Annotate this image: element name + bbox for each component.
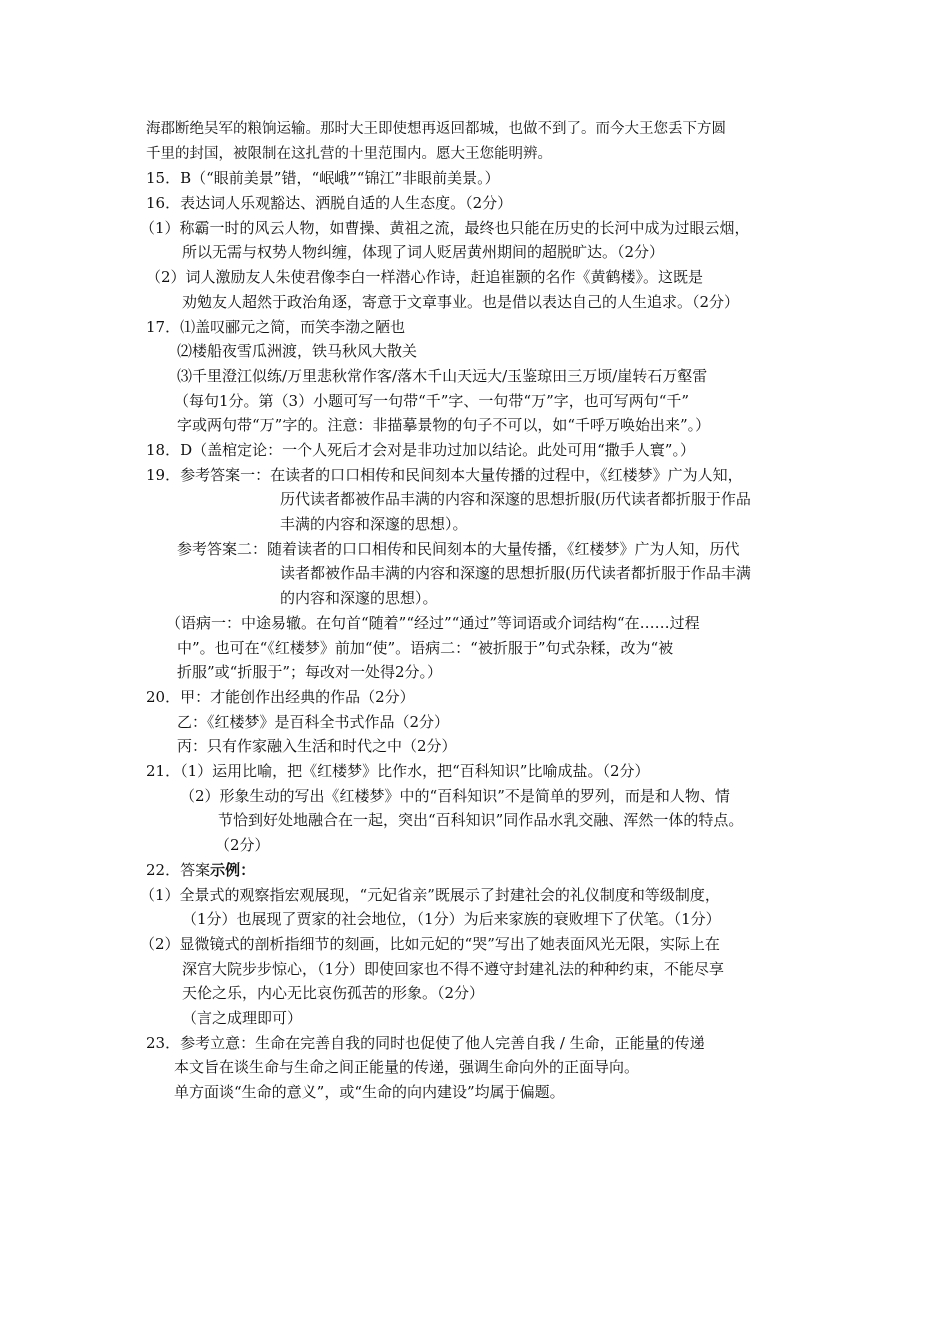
answer-20: 20．甲：才能创作出经典的作品（2分） bbox=[146, 688, 415, 706]
text-line: 本文旨在谈生命与生命之间正能量的传递，强调生命向外的正面导向。 bbox=[174, 1058, 640, 1076]
text-line: 所以无需与权势人物纠缠，体现了词人贬居黄州期间的超脱旷达。（2分） bbox=[182, 243, 665, 261]
text-line: 的内容和深邃的思想）。 bbox=[280, 589, 438, 607]
text-line: 丰满的内容和深邃的思想）。 bbox=[280, 515, 468, 533]
text-line: （言之成理即可） bbox=[182, 1009, 303, 1027]
text-line: （1）称霸一时的风云人物，如曹操、黄祖之流，最终也只能在历史的长河中成为过眼云烟， bbox=[140, 219, 750, 237]
text-line: 历代读者都被作品丰满的内容和深邃的思想折服(历代读者都折服于作品 bbox=[280, 490, 751, 508]
text-line: 折服”或“折服于”；每改对一处得2分。） bbox=[177, 663, 443, 681]
text-line: （每句1分。第（3）小题可写一句带“千”字、一句带“万”字，也可写两句“千” bbox=[174, 392, 690, 410]
text-line: 字或两句带“万”字的。注意：非描摹景物的句子不可以，如“千呼万唤始出来”。） bbox=[177, 416, 711, 434]
text-line: （2）显微镜式的剖析指细节的刻画，比如元妃的“哭”写出了她表面风光无限，实际上在 bbox=[140, 935, 720, 953]
text-line: 节恰到好处地融合在一起，突出“百科知识”同作品水乳交融、浑然一体的特点。 bbox=[218, 811, 744, 829]
text-line: （语病一：中途易辙。在句首“随着”“经过”“通过”等词语或介词结构“在……过程 bbox=[166, 614, 700, 632]
text-line: 中”。也可在“《红楼梦》前加“使”。语病二：“被折服于”句式杂糅，改为“被 bbox=[177, 639, 674, 657]
answer-23: 23．参考立意：生命在完善自我的同时也促使了他人完善自我 / 生命，正能量的传递 bbox=[146, 1034, 705, 1052]
answer-18: 18．D（盖棺定论：一个人死后才会对是非功过加以结论。此处可用“撒手人寰”。） bbox=[146, 441, 695, 459]
text-line: ⑶千里澄江似练/万里悲秋常作客/落木千山天远大/玉鉴琼田三万顷/崖转石万壑雷 bbox=[177, 367, 708, 385]
text-line: 单方面谈“生命的意义”，或“生命的向内建设”均属于偏题。 bbox=[174, 1083, 565, 1101]
answer-15: 15．B（“眼前美景”错，“岷峨”“锦江”非眼前美景。） bbox=[146, 169, 500, 187]
text-line: 丙：只有作家融入生活和时代之中（2分） bbox=[177, 737, 457, 755]
text-line: （2）形象生动的写出《红楼梦》中的“百科知识”不是简单的罗列，而是和人物、情 bbox=[180, 787, 730, 805]
text-line: 乙：《红楼梦》是百科全书式作品（2分） bbox=[177, 713, 450, 731]
answer-16: 16．表达词人乐观豁达、洒脱自适的人生态度。（2分） bbox=[146, 194, 513, 212]
text-line: 读者都被作品丰满的内容和深邃的思想折服(历代读者都折服于作品丰满 bbox=[280, 564, 751, 582]
text-line: 劝勉友人超然于政治角逐，寄意于文章事业。也是借以表达自己的人生追求。（2分） bbox=[182, 293, 740, 311]
text-line: ⑵楼船夜雪瓜洲渡，铁马秋风大散关 bbox=[177, 342, 418, 360]
text-line: （2分） bbox=[215, 836, 270, 854]
answer-22: 22．答案示例： bbox=[146, 861, 256, 879]
text-line: （1）全景式的观察指宏观展现，“元妃省亲”既展示了封建社会的礼仪制度和等级制度， bbox=[140, 886, 720, 904]
text-line: 天伦之乐，内心无比哀伤孤苦的形象。（2分） bbox=[182, 984, 485, 1002]
answer-17: 17．⑴盖叹郦元之简，而笑李渤之陋也 bbox=[146, 318, 406, 336]
text-line: （2）词人激励友人朱使君像李白一样潜心作诗，赶追崔颢的名作《黄鹤楼》。这既是 bbox=[146, 268, 704, 286]
text-line: 海郡断绝吴军的粮饷运输。那时大王即使想再返回都城，也做不到了。而今大王您丢下方圆 bbox=[146, 121, 726, 137]
answer-19: 19．参考答案一：在读者的口口相传和民间刻本大量传播的过程中，《红楼梦》广为人知， bbox=[146, 466, 743, 484]
answer-21: 21．（1）运用比喻，把《红楼梦》比作水，把“百科知识”比喻成盐。（2分） bbox=[146, 762, 650, 780]
text-line: （1分）也展现了贾家的社会地位，（1分）为后来家族的衰败埋下了伏笔。（1分） bbox=[182, 910, 721, 928]
text-line: 参考答案二：随着读者的口口相传和民间刻本的大量传播，《红楼梦》广为人知，历代 bbox=[177, 540, 740, 558]
text-line: 千里的封国，被限制在这扎营的十里范围内。愿大王您能明辨。 bbox=[146, 146, 552, 162]
text-line: 深宫大院步步惊心，（1分）即使回家也不得不遵守封建礼法的种种约束，不能尽享 bbox=[182, 960, 725, 978]
